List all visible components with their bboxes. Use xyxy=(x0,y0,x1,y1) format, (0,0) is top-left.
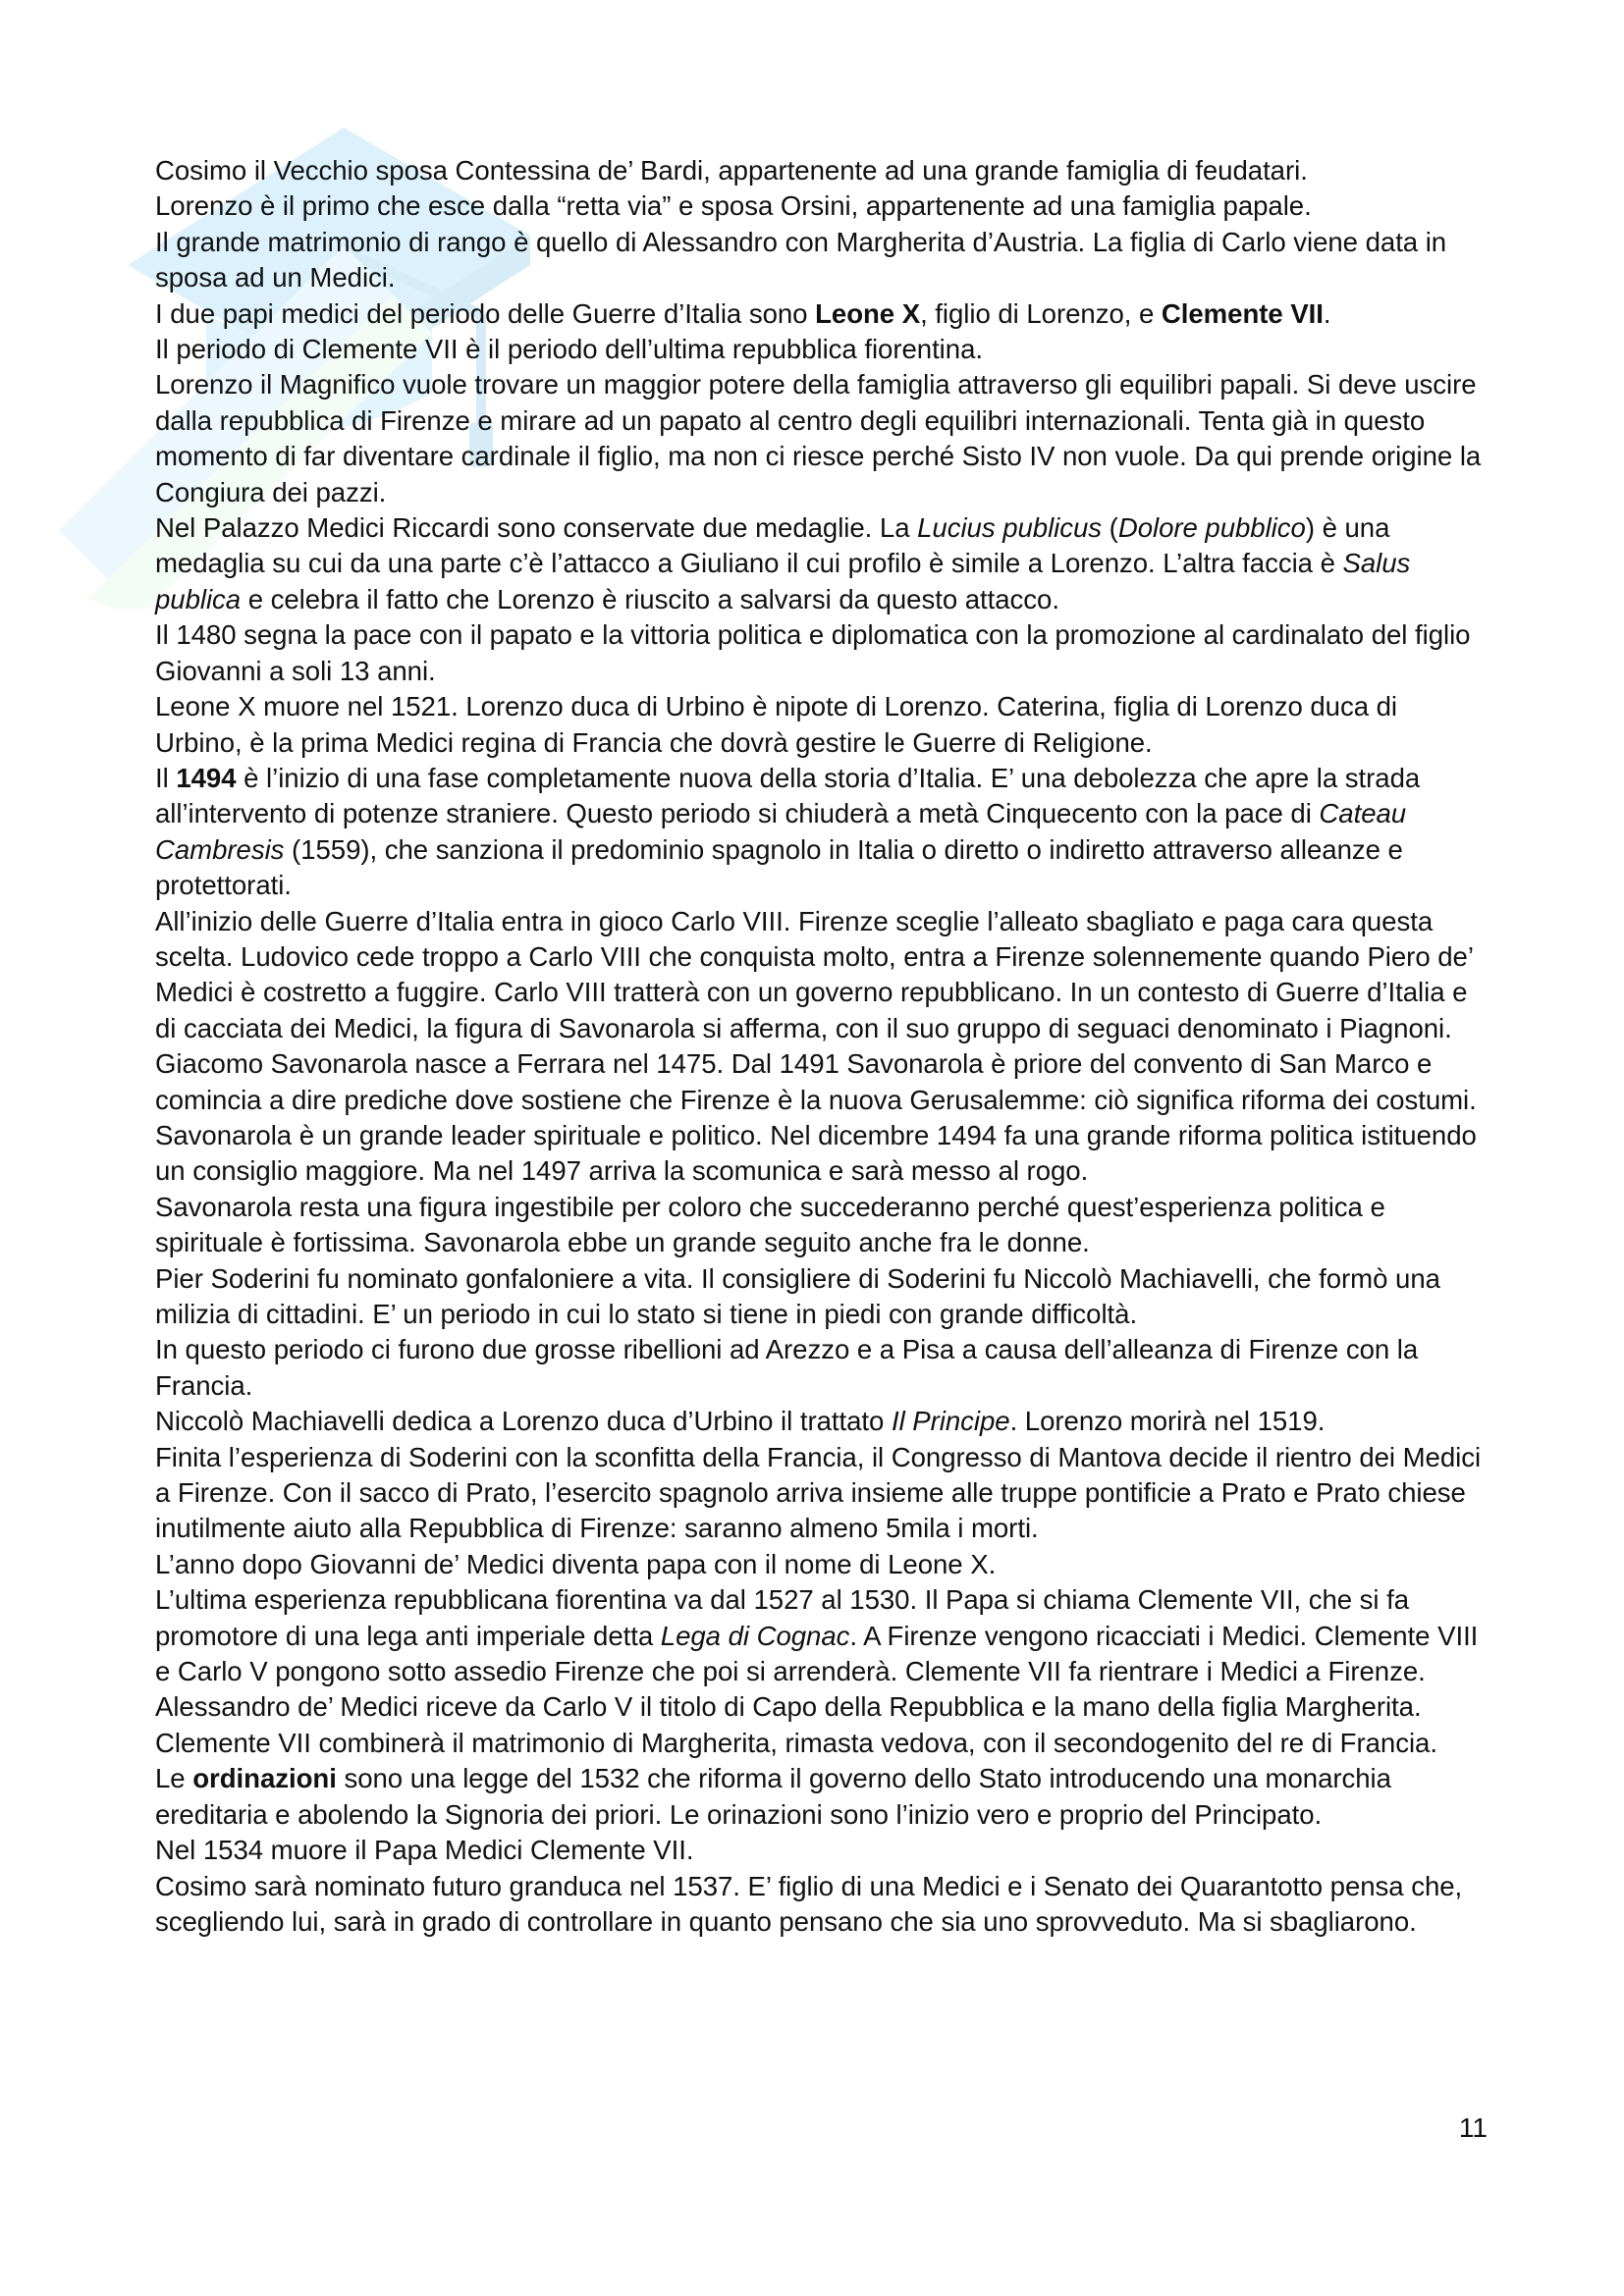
text-run: Nel 1534 muore il Papa Medici Clemente VII. xyxy=(155,1835,694,1866)
text-run: Savonarola resta una figura ingestibile per coloro che succederanno perché quest’esperienza politica e spirituale è fortissima. Savonarola ebbe un grande seguito anche fra le donne. xyxy=(155,1191,1385,1258)
paragraph xyxy=(155,225,1490,296)
text-run: In questo periodo ci furono due grosse ribellioni ad Arezzo e a Pisa a causa dell’alleanza di Firenze con la Francia. xyxy=(155,1334,1419,1401)
text-run: Finita l’esperienza di Soderini con la sconfitta della Francia, il Congresso di Mantova decide il rientro dei Medici a Firenze. Con il sacco di Prato, l’esercito spagnolo arriva insieme alle truppe pontificie a Prato e Prato chiese inutilmente aiuto alla Repubblica di Firenze: saranno almeno 5mila i morti. xyxy=(155,1441,1482,1544)
text-run: sono una legge del 1532 che riforma il governo dello Stato introducendo una monarchia ereditaria e abolendo la Signoria dei priori. Le orinazioni sono l’inizio vero e proprio del Principato. xyxy=(155,1763,1391,1830)
paragraph xyxy=(155,761,1490,904)
italic-term: Dolore pubblico xyxy=(1117,512,1306,544)
text-run: Nel Palazzo Medici Riccardi sono conservate due medaglie. La xyxy=(155,512,918,544)
paragraph xyxy=(155,1190,1490,1261)
text-run: Niccolò Machiavelli dedica a Lorenzo duca d’Urbino il trattato xyxy=(155,1406,892,1437)
paragraph xyxy=(155,153,1490,188)
paragraph xyxy=(155,510,1490,617)
paragraph xyxy=(155,296,1490,332)
text-run: Il 1480 segna la pace con il papato e la vittoria politica e diplomatica con la promozione al cardinalato del figlio Giovanni a soli 13 anni. xyxy=(155,619,1471,686)
italic-term: Lega di Cognac xyxy=(660,1620,850,1651)
paragraph xyxy=(155,367,1490,510)
text-run: ) è una medaglia su cui da una parte c’è l’attacco a Giuliano il cui profilo è simile a Lorenzo. L’altra faccia è xyxy=(155,512,1390,579)
text-run: . Lorenzo morirà nel 1519. xyxy=(1009,1406,1326,1437)
paragraph xyxy=(155,1404,1490,1439)
text-run: I due papi medici del periodo delle Guerre d’Italia sono xyxy=(155,297,816,329)
text-run: . A Firenze vengono ricacciati i Medici. Clemente VIII e Carlo V pongono sotto assedio Firenze che poi si arrenderà. Clemente VII fa rientrare i Medici a Firenze. Alessandro de’ Medici riceve da Carlo V il titolo di Capo della Repubblica e la mano della figlia Margherita. Clemente VII combinerà il matrimonio di Margherita, rimasta vedova, con il secondogenito del re di Francia. xyxy=(155,1620,1479,1758)
paragraph xyxy=(155,904,1490,1047)
paragraph xyxy=(155,1761,1490,1833)
bold-term: ordinazioni xyxy=(192,1763,337,1794)
text-run: ( xyxy=(1102,512,1118,544)
text-run: Lorenzo il Magnifico vuole trovare un maggior potere della famiglia attraverso gli equilibri papali. Si deve uscire dalla repubblica di Firenze e mirare ad un papato al centro degli equilibri internazionali. Tenta già in questo momento di far diventare cardinale il figlio, ma non ci riesce perché Sisto IV non vuole. Da qui prende origine la Congiura dei pazzi. xyxy=(155,369,1482,507)
text-run: Giacomo Savonarola nasce a Ferrara nel 1475. Dal 1491 Savonarola è priore del convento di San Marco e comincia a dire prediche dove sostiene che Firenze è la nuova Gerusalemme: ciò significa riforma dei costumi. Savonarola è un grande leader spirituale e politico. Nel dicembre 1494 fa una grande riforma politica istituendo un consiglio maggiore. Ma nel 1497 arriva la scomunica e sarà messo al rogo. xyxy=(155,1048,1477,1187)
text-run: Pier Soderini fu nominato gonfaloniere a vita. Il consigliere di Soderini fu Niccolò Machiavelli, che formò una milizia di cittadini. E’ un periodo in cui lo stato si tiene in piedi con grande difficoltà. xyxy=(155,1262,1440,1329)
bold-term: Leone X xyxy=(815,297,921,329)
text-run: Il xyxy=(155,762,177,793)
text-run: Cosimo il Vecchio sposa Contessina de’ Bardi, appartenente ad una grande famiglia di feudatari. xyxy=(155,155,1308,186)
text-run: , figlio di Lorenzo, e xyxy=(920,297,1162,329)
text-run: Cosimo sarà nominato futuro granduca nel 1537. E’ figlio di una Medici e i Senato dei Quarantotto pensa che, scegliendo lui, sarà in grado di controllare in quanto pensano che sia uno sprovveduto. Ma si sbagliarono. xyxy=(155,1870,1463,1937)
paragraph xyxy=(155,1261,1490,1333)
paragraph xyxy=(155,617,1490,689)
paragraph xyxy=(155,1332,1490,1404)
italic-term: Il Principe xyxy=(891,1406,1010,1437)
text-run: All’inizio delle Guerre d’Italia entra in gioco Carlo VIII. Firenze sceglie l’alleato sbagliato e paga cara questa scelta. Ludovico cede troppo a Carlo VIII che conquista molto, entra a Firenze solennemente quando Piero de’ Medici è costretto a fuggire. Carlo VIII tratterà con un governo repubblicano. In un contesto di Guerre d’Italia e di cacciata dei Medici, la figura di Savonarola si afferma, con il suo gruppo di seguaci denominato i Piagnoni. xyxy=(155,905,1473,1043)
text-run: e celebra il fatto che Lorenzo è riuscito a salvarsi da questo attacco. xyxy=(241,583,1059,614)
text-run: Leone X muore nel 1521. Lorenzo duca di Urbino è nipote di Lorenzo. Caterina, figlia di Lorenzo duca di Urbino, è la prima Medici regina di Francia che dovrà gestire le Guerre di Religione. xyxy=(155,691,1397,758)
text-run: . xyxy=(1323,297,1331,329)
text-run: (1559), che sanziona il predominio spagnolo in Italia o diretto o indiretto attraverso alleanze e protettorati. xyxy=(155,833,1403,901)
italic-term: Cateau Cambresis xyxy=(155,798,1407,865)
bold-term: 1494 xyxy=(176,762,237,793)
text-run: L’anno dopo Giovanni de’ Medici diventa papa con il nome di Leone X. xyxy=(155,1548,997,1579)
bold-term: Clemente VII xyxy=(1161,297,1324,329)
text-run: L’ultima esperienza repubblicana fiorentina va dal 1527 al 1530. Il Papa si chiama Clemente VII, che si fa promotore di una lega anti imperiale detta xyxy=(155,1584,1410,1651)
text-run: Lorenzo è il primo che esce dalla “retta via” e sposa Orsini, appartenente ad una famiglia papale. xyxy=(155,190,1312,222)
text-run: Le xyxy=(155,1763,193,1794)
page-number: 11 xyxy=(1458,2112,1488,2143)
document-body xyxy=(155,153,1490,1940)
italic-term: Salus publica xyxy=(155,548,1411,614)
paragraph xyxy=(155,689,1490,761)
paragraph xyxy=(155,1046,1490,1190)
paragraph xyxy=(155,1869,1490,1941)
text-run: Il periodo di Clemente VII è il periodo dell’ultima repubblica fiorentina. xyxy=(155,334,983,365)
paragraph xyxy=(155,188,1490,224)
paragraph xyxy=(155,332,1490,367)
paragraph xyxy=(155,1833,1490,1868)
paragraph xyxy=(155,1547,1490,1582)
text-run: Il grande matrimonio di rango è quello di Alessandro con Margherita d’Austria. La figlia di Carlo viene data in sposa ad un Medici. xyxy=(155,226,1447,294)
text-run: è l’inizio di una fase completamente nuova della storia d’Italia. E’ una debolezza che apre la strada all’intervento di potenze straniere. Questo periodo si chiuderà a metà Cinquecento con la pace di xyxy=(155,762,1421,829)
italic-term: Lucius publicus xyxy=(917,512,1103,544)
paragraph xyxy=(155,1440,1490,1547)
paragraph xyxy=(155,1582,1490,1761)
